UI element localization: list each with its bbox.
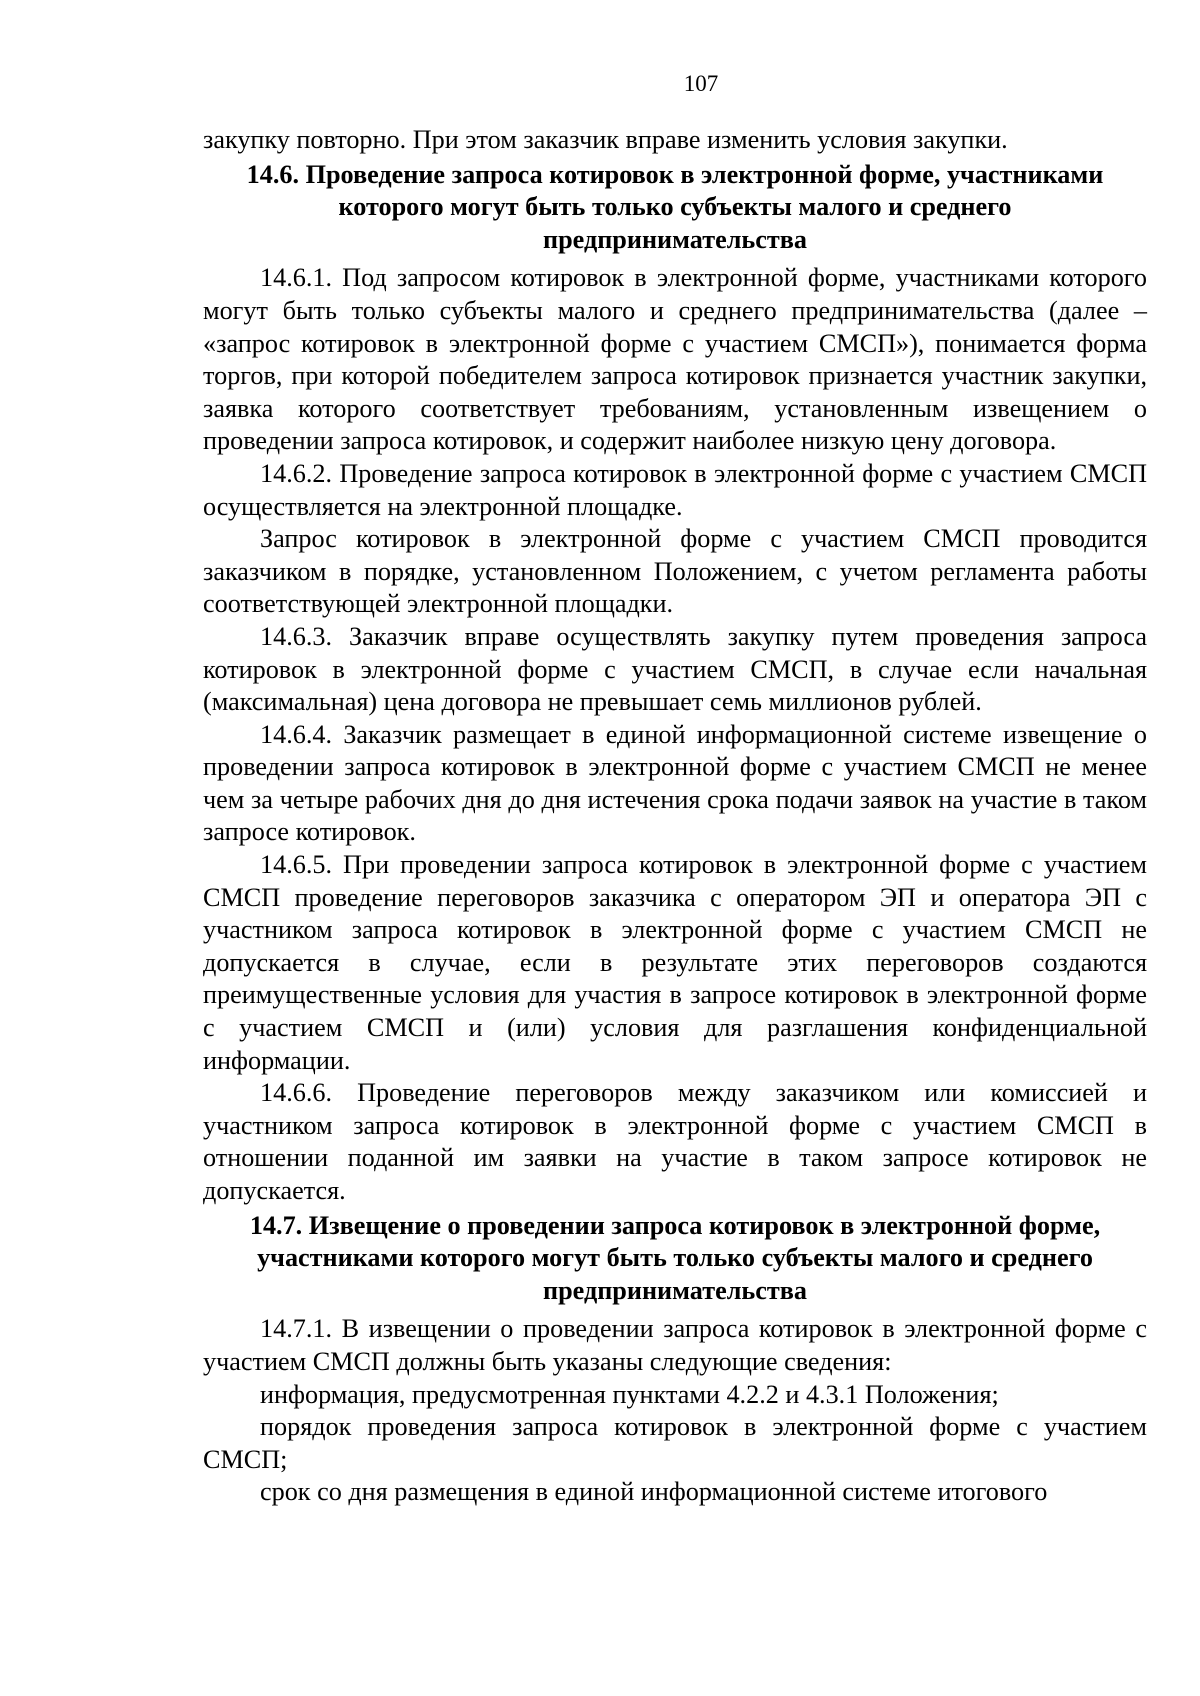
section-heading-14-6 bbox=[203, 159, 1147, 257]
paragraph-14-6-2: 14.6.2. Проведение запроса котировок в электронной форме с участием СМСП осуществляется на электронной площадке. bbox=[203, 458, 1147, 521]
heading-line: предпринимательства bbox=[543, 1275, 807, 1305]
page-number: 107 bbox=[683, 71, 719, 96]
paragraph-14-7-1: 14.7.1. В извещении о проведении запроса котировок в электронной форме с участием СМСП должны быть указаны следующие сведения: bbox=[203, 1314, 1147, 1376]
section-heading-14-7 bbox=[203, 1210, 1147, 1308]
paragraph-14-6-4: 14.6.4. Заказчик размещает в единой информационной системе извещение о проведении запроса котировок в электронной форме с участием СМСП не менее чем за четыре рабочих дня до дня истечения срока подачи заявок на участие в таком запросе котировок. bbox=[203, 719, 1147, 847]
heading-line: 14.7. Извещение о проведении запроса котировок в электронной форме, bbox=[249, 1210, 1101, 1240]
heading-line: которого могут быть только субъекты малого и среднего bbox=[338, 192, 1012, 222]
heading-line: предпринимательства bbox=[543, 224, 807, 254]
paragraph-14-6-3: 14.6.3. Заказчик вправе осуществлять закупку путем проведения запроса котировок в электронной форме с участием СМСП, в случае если начальная (максимальная) цена договора не превышает семь миллионов рублей. bbox=[203, 621, 1147, 717]
paragraph-14-6-1: 14.6.1. Под запросом котировок в электронной форме, участниками которого могут быть только субъекты малого и среднего предпринимательства (далее – «запрос котировок в электронной форме с участием СМСП»), понимается форма торгов, при которой победителем запроса котировок признается участник закупки, заявка которого соответствует требованиям, установленным извещением о проведении запроса котировок, и содержит наиболее низкую цену договора. bbox=[203, 263, 1147, 456]
paragraph-14-6-2-cont: Запрос котировок в электронной форме с участием СМСП проводится заказчиком в порядке, установленном Положением, с учетом регламента работы соответствующей электронной площадки. bbox=[203, 524, 1147, 619]
document-page bbox=[203, 70, 1147, 1509]
list-item-info: информация, предусмотренная пунктами 4.2.2 и 4.3.1 Положения; bbox=[260, 1379, 999, 1409]
heading-line: участниками которого могут быть только субъекты малого и среднего bbox=[257, 1243, 1093, 1273]
paragraph-14-6-6: 14.6.6. Проведение переговоров между заказчиком или комиссией и участником запроса котировок в электронной форме с участием СМСП в отношении поданной им заявки на участие в таком запросе котировок не допускается. bbox=[203, 1078, 1147, 1205]
paragraph-14-6-5: 14.6.5. При проведении запроса котировок в электронной форме с участием СМСП проведение переговоров заказчика с оператором ЭП и оператора ЭП с участником запроса котировок в электронной форме с участием СМСП не допускается в случае, если в результате этих переговоров создаются преимущественные условия для участия в запросе котировок в электронной форме с участием СМСП и (или) условия для разглашения конфиденциальной информации. bbox=[203, 850, 1147, 1075]
list-item-procedure: порядок проведения запроса котировок в электронной форме с участием СМСП; bbox=[203, 1412, 1147, 1474]
paragraph-continuation: закупку повторно. При этом заказчик вправе изменить условия закупки. bbox=[203, 125, 1008, 154]
list-item-term: срок со дня размещения в единой информационной системе итогового bbox=[260, 1477, 1048, 1507]
heading-line: 14.6. Проведение запроса котировок в электронной форме, участниками bbox=[246, 159, 1104, 189]
